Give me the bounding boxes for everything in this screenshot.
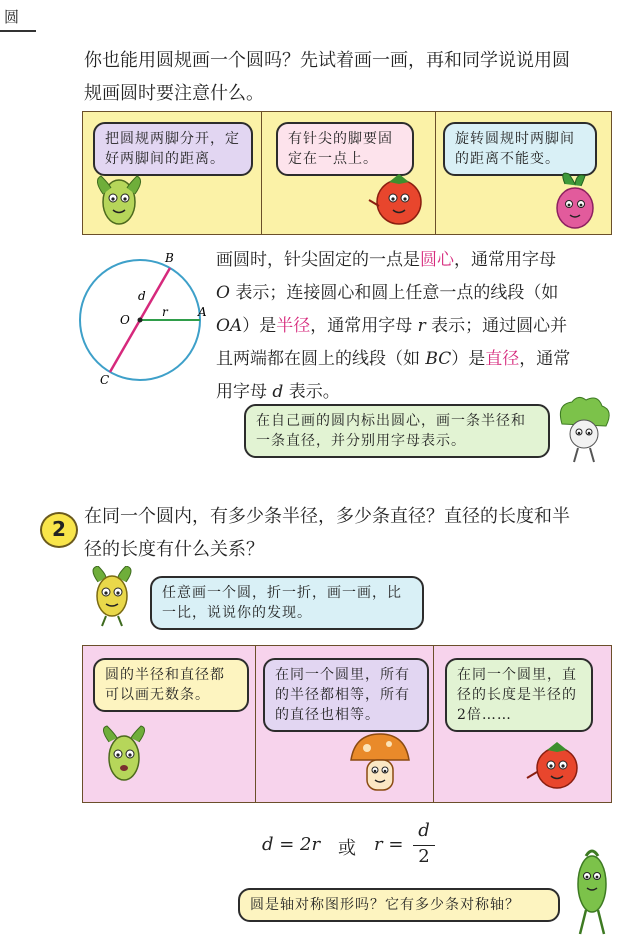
tomato-character-icon <box>365 170 429 232</box>
task-bubble: 在自己画的圆内标出圆心，画一条半径和一条直径，并分别用字母表示。 <box>244 404 550 458</box>
formula-left: d = 2r <box>262 834 321 855</box>
def-text: 画圆时，针尖固定的一点是 <box>216 250 420 270</box>
term-radius: 半径 <box>276 316 311 336</box>
intro-line-1: 你也能用圆规画一个圆吗？先试着画一画，再和同学说说用圆 <box>84 50 570 71</box>
def-text: 表示；通过圆心并 <box>425 316 568 336</box>
finding-bubble-1: 圆的半径和直径都可以画无数条。 <box>93 658 249 712</box>
corn-character-icon <box>89 174 149 232</box>
intro-paragraph <box>84 44 624 110</box>
term-diameter: 直径 <box>485 349 520 369</box>
label-d: d <box>138 289 146 303</box>
question-2-line-2: 径的长度有什么关系？ <box>84 539 264 560</box>
label-O: O <box>120 313 130 327</box>
var-O: O <box>216 283 230 303</box>
tip-bubble-2: 有针尖的脚要固定在一点上。 <box>276 122 414 176</box>
question-2-line-1: 在同一个圆内，有多少条半径，多少条直径？直径的长度和半 <box>84 506 570 527</box>
def-text: 表示；连接圆心和圆上任意一点的线段（如 <box>229 283 559 303</box>
pepper-character-icon <box>566 846 618 938</box>
mushroom-character-icon <box>345 730 415 798</box>
definition-paragraph <box>216 244 626 409</box>
def-text: 用字母 <box>216 382 273 402</box>
tip-bubble-3: 旋转圆规时两脚间的距离不能变。 <box>443 122 597 176</box>
circle-diagram <box>72 250 212 390</box>
def-text: 且两端都在圆上的线段（如 <box>216 349 426 369</box>
def-text: ）是 <box>242 316 277 336</box>
var-r: r <box>417 316 426 336</box>
label-C: C <box>100 373 110 387</box>
findings-panel <box>82 645 612 803</box>
formula <box>262 820 462 870</box>
formula-or: 或 <box>338 838 356 859</box>
center-point <box>138 318 143 323</box>
formula-denominator: 2 <box>418 846 430 867</box>
var-BC: BC <box>425 349 452 369</box>
tomato-character-icon-2 <box>523 738 587 796</box>
def-text: ，通常用字母 <box>310 316 418 336</box>
radish-character-icon <box>545 170 605 232</box>
final-question-bubble: 圆是轴对称图形吗？它有多少条对称轴？ <box>238 888 560 922</box>
page-header-tab <box>0 0 36 32</box>
corn-character-icon-2 <box>84 566 140 628</box>
def-text: ）是 <box>451 349 486 369</box>
formula-right-lhs: r = <box>374 834 404 855</box>
label-r: r <box>162 305 168 319</box>
def-text: ，通常 <box>519 349 571 369</box>
formula-numerator: d <box>418 820 430 841</box>
question-number-badge: 2 <box>40 512 78 548</box>
header-char: 圆 <box>4 8 20 26</box>
def-text: 表示。 <box>283 382 340 402</box>
tip-bubble-1: 把圆规两脚分开，定好两脚间的距离。 <box>93 122 253 176</box>
corn-character-icon-3 <box>97 724 151 794</box>
hint-bubble: 任意画一个圆，折一折，画一画，比一比，说说你的发现。 <box>150 576 424 630</box>
question-2-text <box>84 500 624 566</box>
label-A: A <box>198 305 207 319</box>
finding-bubble-3: 在同一个圆里，直径的长度是半径的2倍…… <box>445 658 593 732</box>
lettuce-character-icon <box>552 394 616 464</box>
tips-panel <box>82 111 612 235</box>
var-d: d <box>272 382 284 402</box>
finding-bubble-2: 在同一个圆里，所有的半径都相等，所有的直径也相等。 <box>263 658 429 732</box>
intro-line-2: 规画圆时要注意什么。 <box>84 83 264 104</box>
label-B: B <box>165 251 174 265</box>
var-OA: OA <box>216 316 243 336</box>
term-center: 圆心 <box>420 250 454 270</box>
def-text: ，通常用字母 <box>454 250 556 270</box>
